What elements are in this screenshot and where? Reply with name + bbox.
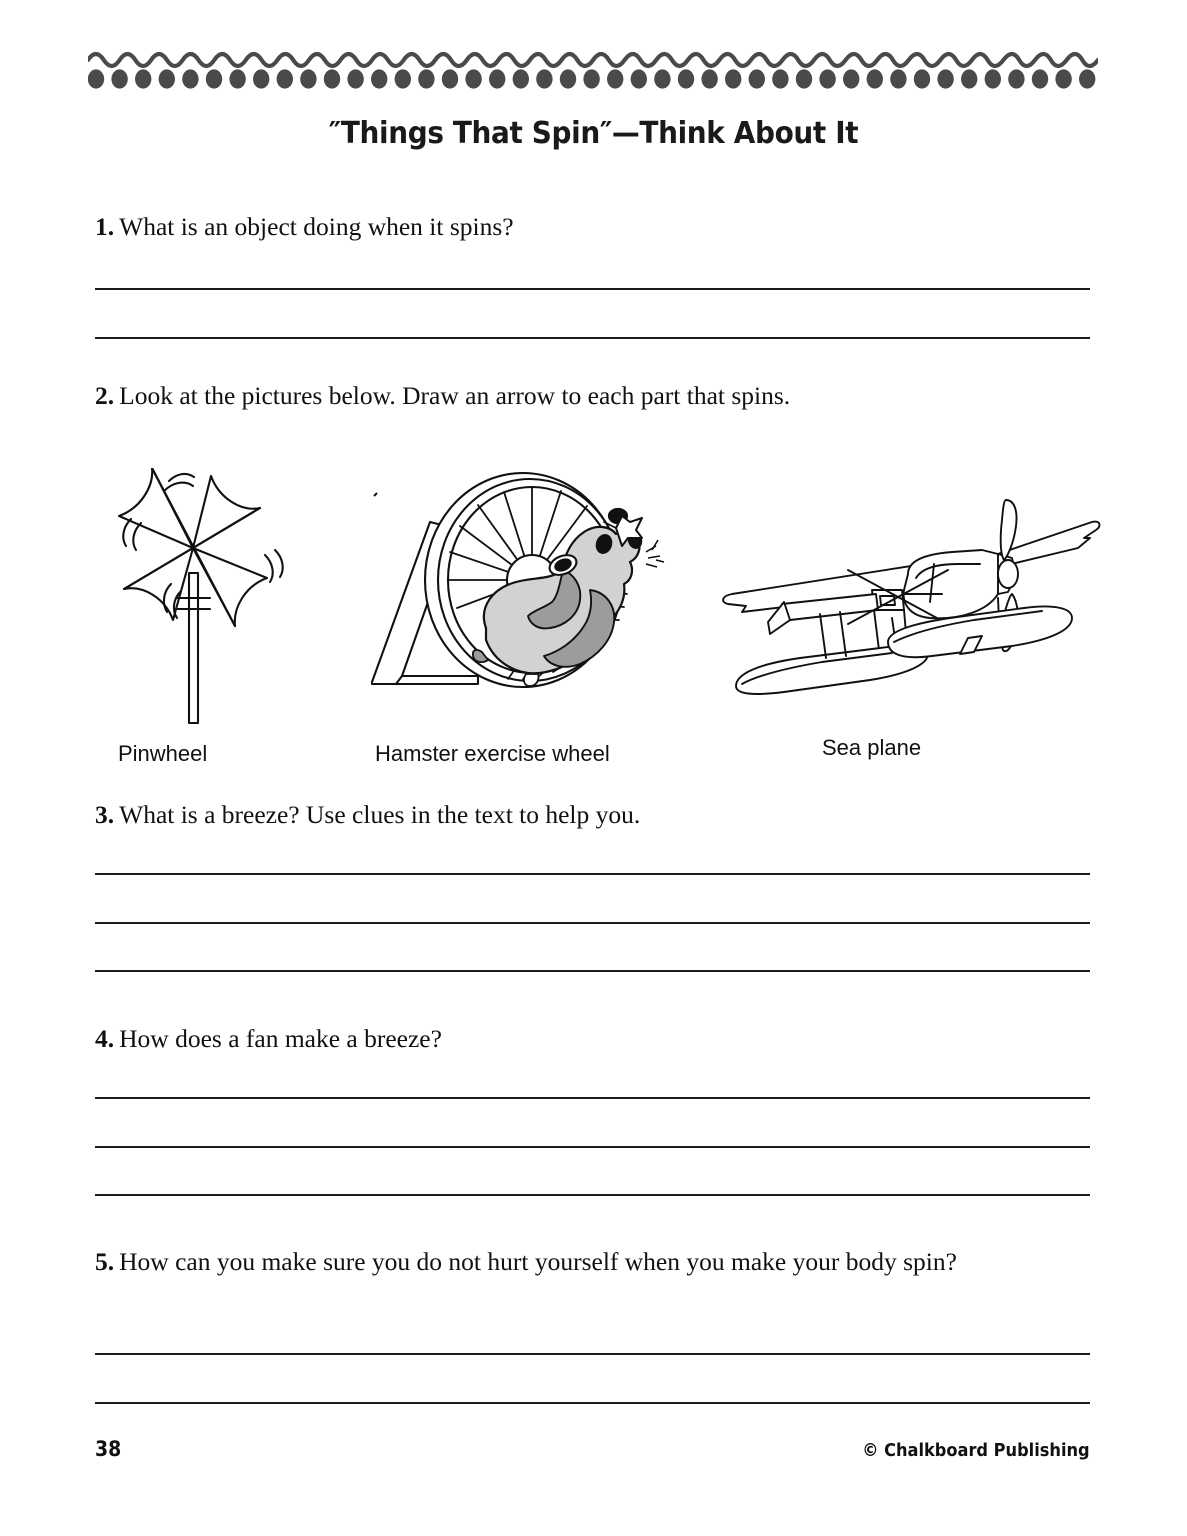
hamster-whisker (646, 540, 664, 567)
motion-arc (133, 523, 141, 550)
question-1-text: What is an object doing when it spins? (119, 212, 514, 241)
header-decoration (88, 46, 1098, 94)
wavy-line-icon (88, 54, 1098, 66)
motion-arc (169, 474, 194, 481)
motion-arc (164, 483, 193, 491)
figure-pinwheel (115, 468, 315, 733)
pinwheel-stick (189, 573, 198, 723)
hamster-foot (524, 674, 539, 686)
question-2-number: 2. (95, 381, 115, 410)
question-1-number: 1. (95, 212, 115, 241)
question-4-text: How does a fan make a breeze? (119, 1024, 442, 1053)
figure-sea-plane (712, 498, 1102, 713)
motion-arc (275, 550, 283, 577)
answer-line[interactable] (95, 1402, 1090, 1404)
answer-line[interactable] (95, 1194, 1090, 1196)
question-3 (95, 798, 1095, 832)
question-3-text: What is a breeze? Use clues in the text to help you. (119, 800, 641, 829)
copyright-notice: © Chalkboard Publishing (862, 1440, 1090, 1461)
question-4-number: 4. (95, 1024, 115, 1053)
question-3-number: 3. (95, 800, 115, 829)
question-1 (95, 210, 1095, 244)
caption-hamster-exercise-wheel: Hamster exercise wheel (375, 741, 610, 766)
question-5-number: 5. (95, 1247, 115, 1276)
answer-line[interactable] (95, 922, 1090, 924)
dot-row-icon (88, 69, 1095, 88)
question-4 (95, 1022, 1095, 1056)
answer-line[interactable] (95, 1097, 1090, 1099)
answer-line[interactable] (95, 1146, 1090, 1148)
page-title: ″Things That Spin″—Think About It (328, 116, 859, 151)
stray-mark (374, 493, 377, 496)
answer-line[interactable] (95, 1353, 1090, 1355)
pinwheel-blade (119, 468, 193, 548)
caption-sea-plane: Sea plane (822, 735, 922, 760)
question-5 (95, 1245, 1097, 1279)
page-number: 38 (95, 1437, 122, 1461)
plane-spinner (998, 560, 1018, 588)
answer-line[interactable] (95, 337, 1090, 339)
motion-arc (123, 519, 131, 546)
figure-hamster-exercise-wheel (358, 470, 678, 715)
caption-pinwheel: Pinwheel (118, 741, 208, 766)
question-5-text: How can you make sure you do not hurt yourself when you make your body spin? (119, 1247, 957, 1276)
answer-line[interactable] (95, 288, 1090, 290)
answer-line[interactable] (95, 970, 1090, 972)
pinwheel-blade (193, 476, 260, 548)
question-2-text: Look at the pictures below. Draw an arrow to each part that spins. (119, 381, 791, 410)
answer-line[interactable] (95, 873, 1090, 875)
question-2 (95, 379, 1095, 413)
